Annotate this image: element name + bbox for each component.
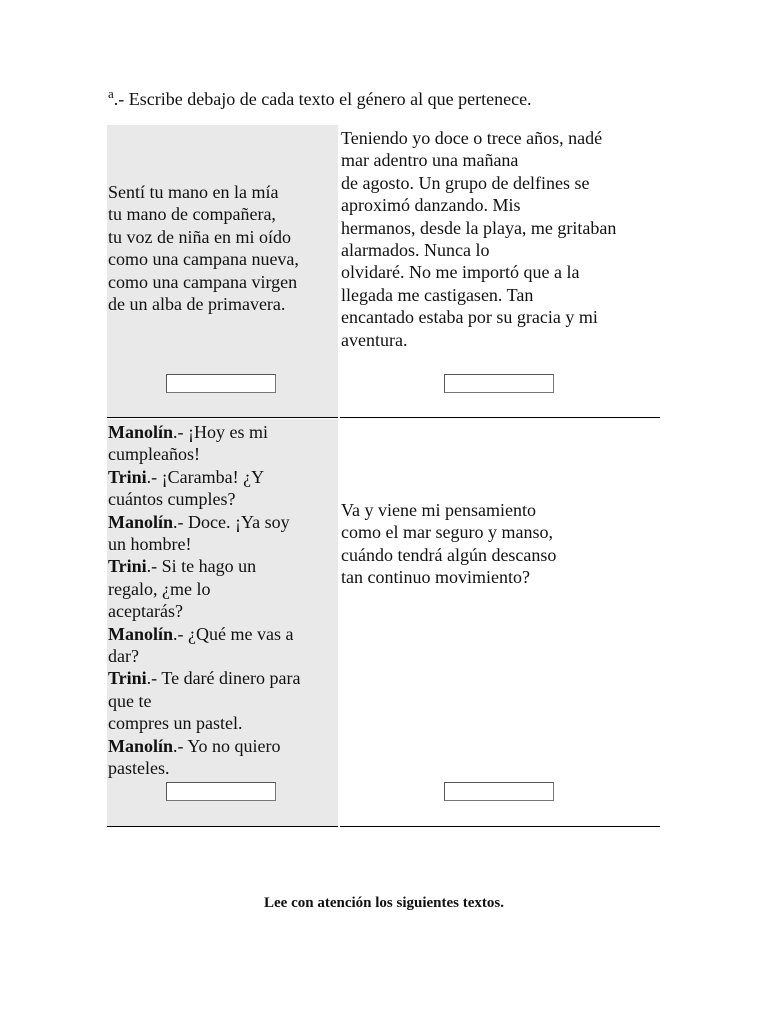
dialogue-line: cuántos cumples? bbox=[108, 489, 236, 510]
narrative-line: olvidaré. No me importó que a la bbox=[341, 262, 580, 283]
instruction-number: a bbox=[108, 86, 114, 101]
speaker-name: Manolín bbox=[108, 735, 174, 756]
genre-answer-poem-1[interactable] bbox=[166, 374, 276, 393]
dialogue-line: .- Te daré dinero para bbox=[146, 668, 301, 689]
narrative-line: hermanos, desde la playa, me gritaban bbox=[341, 217, 617, 238]
narrative-text bbox=[341, 127, 656, 351]
poem-1-line: tu voz de niña en mi oído bbox=[108, 226, 291, 247]
narrative-line: aventura. bbox=[341, 329, 408, 350]
instruction bbox=[108, 86, 532, 110]
dialogue-line: compres un pastel. bbox=[108, 713, 243, 734]
instruction-text: .- Escribe debajo de cada texto el género al que pertenece. bbox=[113, 89, 532, 109]
cell-narrative bbox=[340, 125, 660, 418]
dialogue-line: .- Si te hago un bbox=[146, 556, 257, 577]
genre-answer-narrative[interactable] bbox=[444, 374, 554, 393]
narrative-line: llegada me castigasen. Tan bbox=[341, 284, 534, 305]
dialogue-line: aceptarás? bbox=[108, 601, 183, 622]
genre-answer-poem-2[interactable] bbox=[444, 782, 554, 801]
speaker-name: Trini bbox=[108, 466, 147, 487]
dialogue-line: .- ¡Caramba! ¿Y bbox=[146, 466, 265, 487]
poem-1-line: como una campana virgen bbox=[108, 271, 298, 292]
poem-1-text bbox=[108, 181, 334, 315]
cell-poem-1 bbox=[107, 125, 338, 418]
speaker-name: Manolín bbox=[108, 422, 174, 442]
dialogue-line: un hombre! bbox=[108, 534, 192, 555]
dialogue-text bbox=[108, 421, 334, 780]
cell-dialogue bbox=[107, 419, 338, 827]
poem-2-line: como el mar seguro y manso, bbox=[341, 522, 553, 543]
poem-2-text bbox=[341, 499, 656, 589]
poem-2-line: Va y viene mi pensamiento bbox=[341, 500, 536, 520]
speaker-name: Trini bbox=[108, 668, 147, 689]
dialogue-line: .- ¿Qué me vas a bbox=[173, 623, 294, 644]
genre-answer-dialogue[interactable] bbox=[166, 782, 276, 801]
dialogue-line: .- Yo no quiero bbox=[173, 735, 281, 756]
narrative-line: Teniendo yo doce o trece años, nadé bbox=[341, 128, 603, 148]
cell-poem-2 bbox=[340, 419, 660, 827]
poem-2-line: cuándo tendrá algún descanso bbox=[341, 544, 557, 565]
dialogue-line: .- Doce. ¡Ya soy bbox=[173, 511, 290, 532]
poem-1-line: tu mano de compañera, bbox=[108, 204, 276, 225]
narrative-line: mar adentro una mañana bbox=[341, 150, 519, 171]
poem-1-line: como una campana nueva, bbox=[108, 249, 299, 270]
dialogue-line: cumpleaños! bbox=[108, 444, 200, 465]
texts-table bbox=[107, 125, 660, 827]
dialogue-line: pasteles. bbox=[108, 758, 170, 779]
dialogue-line: que te bbox=[108, 690, 152, 711]
speaker-name: Trini bbox=[108, 556, 147, 577]
poem-1-line: Sentí tu mano en la mía bbox=[108, 182, 279, 202]
reading-instruction: Lee con atención los siguientes textos. bbox=[264, 895, 504, 911]
narrative-line: aproximó danzando. Mis bbox=[341, 195, 521, 216]
dialogue-line: .- ¡Hoy es mi bbox=[173, 422, 268, 442]
narrative-line: encantado estaba por su gracia y mi bbox=[341, 307, 598, 328]
speaker-name: Manolín bbox=[108, 623, 174, 644]
dialogue-line: regalo, ¿me lo bbox=[108, 578, 211, 599]
dialogue-line: dar? bbox=[108, 646, 139, 667]
narrative-line: de agosto. Un grupo de delfines se bbox=[341, 172, 590, 193]
poem-1-line: de un alba de primavera. bbox=[108, 294, 286, 315]
poem-2-line: tan continuo movimiento? bbox=[341, 567, 530, 588]
narrative-line: alarmados. Nunca lo bbox=[341, 240, 490, 261]
speaker-name: Manolín bbox=[108, 511, 174, 532]
